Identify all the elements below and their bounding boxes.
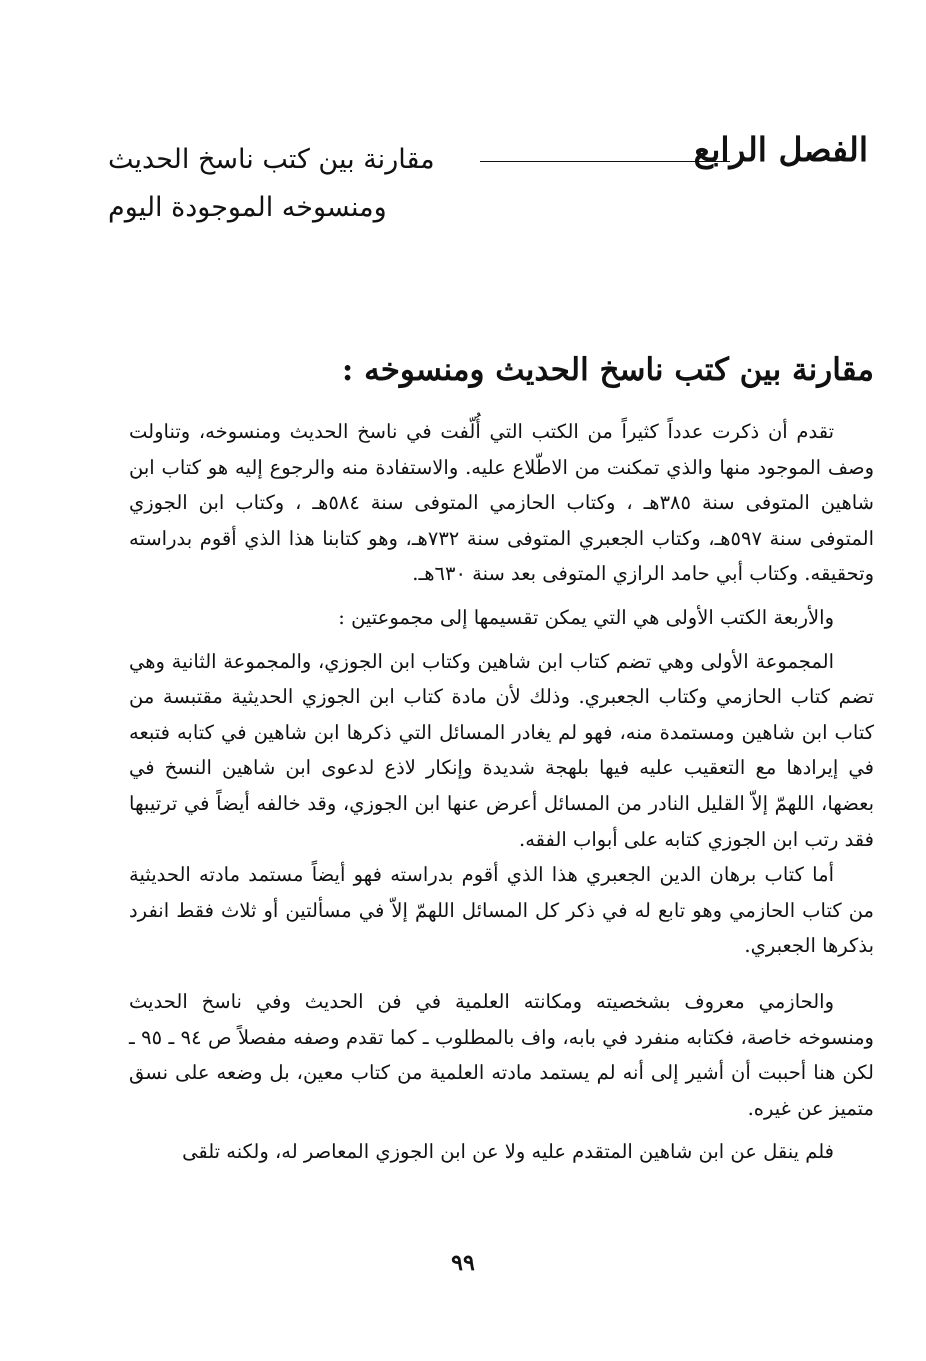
- paragraph-5: والحازمي معروف بشخصيته ومكانته العلمية في فن الحديث وفي ناسخ الحديث ومنسوخه خاصة، فكتابه منفرد في بابه، واف بالمطلوب ـ كما تقدم وصفه مفصلاً ص ٩٤ ـ ٩٥ ـ لكن هنا أحببت أن أشير إلى أنه لم يستمد مادته العلمية من كتاب معين، بل وضعه على نسق متميز عن غيره.: [129, 989, 874, 1120]
- paragraph-6: فلم ينقل عن ابن شاهين المتقدم عليه ولا عن ابن الجوزي المعاصر له، ولكنه تلقى: [182, 1140, 834, 1164]
- paragraph-1: تقدم أن ذكرت عدداً كثيراً من الكتب التي أُلّفت في ناسخ الحديث ومنسوخه، وتناولت وصف الموجود منها والذي تمكنت من الاطّلاع عليه. والاستفادة منه والرجوع إليه هو كتاب ابن شاهين المتوفى سنة ٣٨٥هـ ، وكتاب الحازمي المتوفى سنة ٥٨٤هـ ، وكتاب ابن الجوزي المتوفى سنة ٥٩٧هـ، وكتاب الجعبري المتوفى سنة ٧٣٢هـ، وهو كتابنا هذا الذي أقوم بدراسته وتحقيقه. وكتاب أبي حامد الرازي المتوفى بعد سنة ٦٣٠هـ.: [129, 420, 875, 586]
- chapter-title-line-2: ومنسوخه الموجودة اليوم: [108, 192, 387, 223]
- page-number: ٩٩: [451, 1250, 475, 1276]
- paragraph-2: والأربعة الكتب الأولى هي التي يمكن تقسيمها إلى مجموعتين :: [338, 605, 834, 629]
- header-rule: [480, 161, 730, 162]
- paragraph-4: أما كتاب برهان الدين الجعبري هذا الذي أقوم بدراسته فهو أيضاً مستمد مادته الحديثية من كتاب الحازمي وهو تابع له في ذكر كل المسائل اللهمّ إلاّ في مسألتين أو ثلاث فقط انفرد بذكرها الجعبري.: [129, 863, 874, 958]
- running-header: [108, 128, 868, 228]
- chapter-title: [108, 136, 438, 232]
- section-heading: مقارنة بين كتب ناسخ الحديث ومنسوخه :: [341, 352, 874, 388]
- body-text: [129, 414, 874, 1170]
- chapter-title-line-1: مقارنة بين كتب ناسخ الحديث: [108, 144, 435, 175]
- paragraph-3: المجموعة الأولى وهي تضم كتاب ابن شاهين وكتاب ابن الجوزي، والمجموعة الثانية وهي تضم كتاب الحازمي وكتاب الجعبري. وذلك لأن مادة كتاب ابن الجوزي الحديثية مقتبسة من كتاب ابن شاهين ومستمدة منه، فهو لم يغادر المسائل التي ذكرها ابن شاهين في كتابه فتبعه في إيرادها مع التعقيب عليه فيها بلهجة شديدة وإنكار لاذع لدعوى ابن شاهين النسخ في بعضها، اللهمّ إلاّ القليل النادر من المسائل أعرض عنها ابن الجوزي، وقد خالفه أيضاً في ترتيبها فقد رتب ابن الجوزي كتابه على أبواب الفقه.: [129, 649, 874, 851]
- chapter-label: الفصل الرابع: [693, 130, 868, 169]
